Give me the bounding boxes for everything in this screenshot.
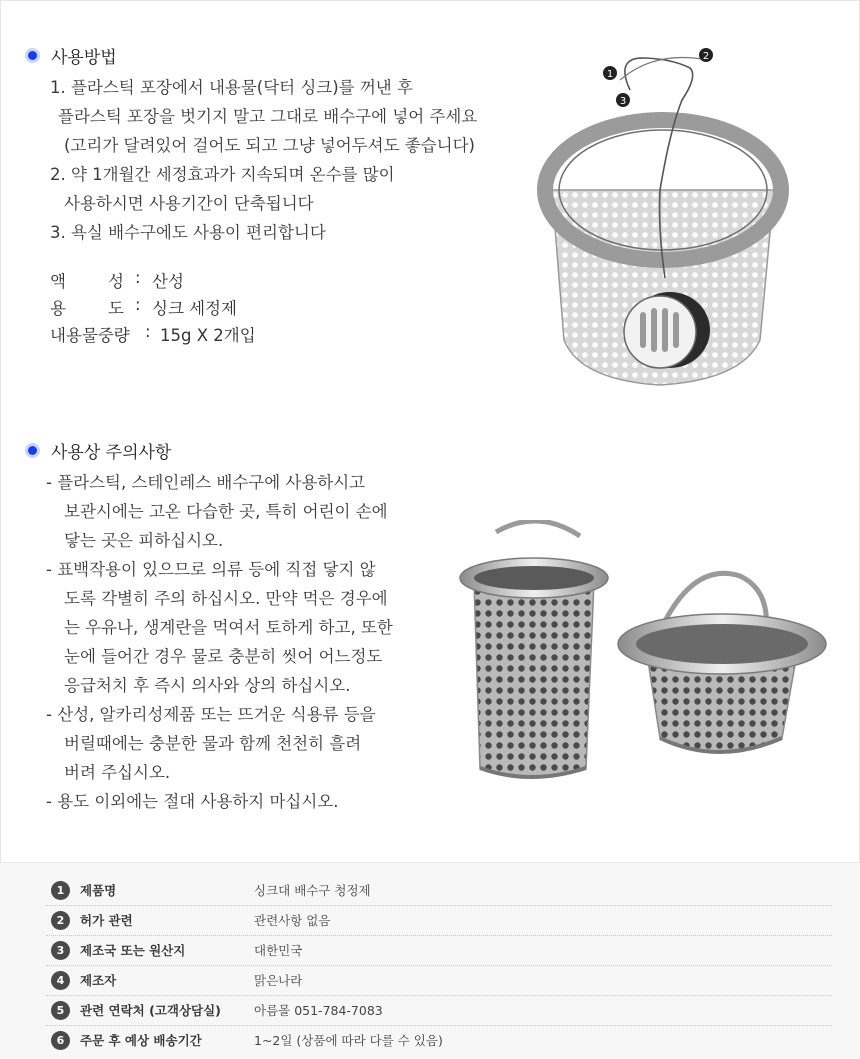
row-number-badge: 1 — [51, 881, 70, 900]
info-row — [46, 1025, 832, 1055]
row-number-badge: 5 — [51, 1001, 70, 1020]
spec-key: 용 — [50, 299, 66, 318]
strainer-baskets-image — [450, 520, 830, 810]
info-value: 아름몰 051-784-7083 — [254, 1003, 383, 1018]
caution-line: 버릴때에는 충분한 물과 함께 천천히 흘려 — [64, 734, 362, 753]
caution-heading — [24, 435, 171, 465]
spec-key: 내용물중량 — [50, 326, 130, 345]
caution-line: 는 우유나, 생계란을 먹여서 토하게 하고, 또한 — [64, 618, 393, 637]
info-row — [46, 935, 832, 966]
info-label: 허가 관련 — [80, 913, 133, 928]
caution-line: - 산성, 알카리성제품 또는 뜨거운 식용류 등을 — [46, 705, 376, 724]
product-info-table — [0, 862, 860, 1059]
diagram-step-label: 3 — [619, 96, 627, 107]
spec-value: 15g X 2개입 — [160, 326, 256, 345]
info-row — [46, 995, 832, 1026]
info-label: 관련 연락처 (고객상담실) — [80, 1003, 221, 1018]
usage-heading — [24, 40, 117, 70]
info-row — [46, 905, 832, 936]
spec-separator: : — [145, 322, 151, 341]
caution-line: - 용도 이외에는 절대 사용하지 마십시오. — [46, 792, 339, 811]
diagram-step-label: 1 — [606, 69, 614, 80]
caution-line: 보관시에는 고온 다습한 곳, 특히 어린이 손에 — [64, 502, 388, 521]
spec-value: 산성 — [152, 272, 184, 291]
info-label: 제조자 — [80, 973, 117, 988]
row-number-badge: 2 — [51, 911, 70, 930]
row-number-badge: 6 — [51, 1031, 70, 1050]
caution-line: - 표백작용이 있으므로 의류 등에 직접 닿지 않 — [46, 560, 376, 579]
spec-separator: : — [135, 268, 141, 287]
diagram-step-label: 2 — [702, 51, 710, 62]
info-value: 1~2일 (상품에 따라 다를 수 있음) — [254, 1033, 443, 1048]
caution-line: 응급처치 후 즉시 의사와 상의 하십시오. — [64, 676, 351, 695]
caution-line: - 플라스틱, 스테인레스 배수구에 사용하시고 — [46, 473, 366, 492]
caution-line: 버려 주십시오. — [64, 763, 171, 782]
blue-bullet-icon — [28, 446, 37, 455]
blue-bullet-icon — [28, 51, 37, 60]
info-label: 제품명 — [80, 883, 117, 898]
spec-key: 성 — [108, 272, 124, 291]
usage-line: 플라스틱 포장을 벗기지 말고 그대로 배수구에 넣어 주세요 — [58, 107, 478, 126]
drain-basket-illustration — [520, 40, 810, 410]
info-row — [46, 965, 832, 996]
usage-line: 3. 욕실 배수구에도 사용이 편리합니다 — [50, 223, 326, 242]
row-number-badge: 3 — [51, 941, 70, 960]
info-value: 관련사항 없음 — [254, 913, 331, 928]
usage-line: 사용하시면 사용기간이 단축됩니다 — [64, 194, 314, 213]
spec-key: 액 — [50, 272, 66, 291]
info-value: 맑은나라 — [254, 973, 303, 988]
info-row — [46, 875, 832, 906]
usage-line: 2. 약 1개월간 세정효과가 지속되며 온수를 많이 — [50, 165, 395, 184]
drain-basket-drawing — [520, 40, 810, 410]
usage-line: 1. 플라스틱 포장에서 내용물(닥터 싱크)를 꺼낸 후 — [50, 78, 413, 97]
info-label: 제조국 또는 원산지 — [80, 943, 186, 958]
caution-line: 눈에 들어간 경우 물로 충분히 씻어 어느정도 — [64, 647, 383, 666]
info-value: 싱크대 배수구 청정제 — [254, 883, 371, 898]
strainer-baskets-drawing — [450, 520, 830, 810]
usage-title: 사용방법 — [51, 47, 117, 68]
caution-title: 사용상 주의사항 — [51, 442, 172, 463]
spec-value: 싱크 세정제 — [152, 299, 237, 318]
caution-line: 닿는 곳은 피하십시오. — [64, 531, 224, 550]
caution-line: 도록 각별히 주의 하십시오. 만약 먹은 경우에 — [64, 589, 388, 608]
spec-key: 도 — [108, 299, 124, 318]
info-label: 주문 후 예상 배송기간 — [80, 1033, 202, 1048]
usage-line: (고리가 달려있어 걸어도 되고 그냥 넣어두셔도 좋습니다) — [64, 136, 475, 155]
info-value: 대한민국 — [254, 943, 303, 958]
spec-separator: : — [135, 295, 141, 314]
row-number-badge: 4 — [51, 971, 70, 990]
